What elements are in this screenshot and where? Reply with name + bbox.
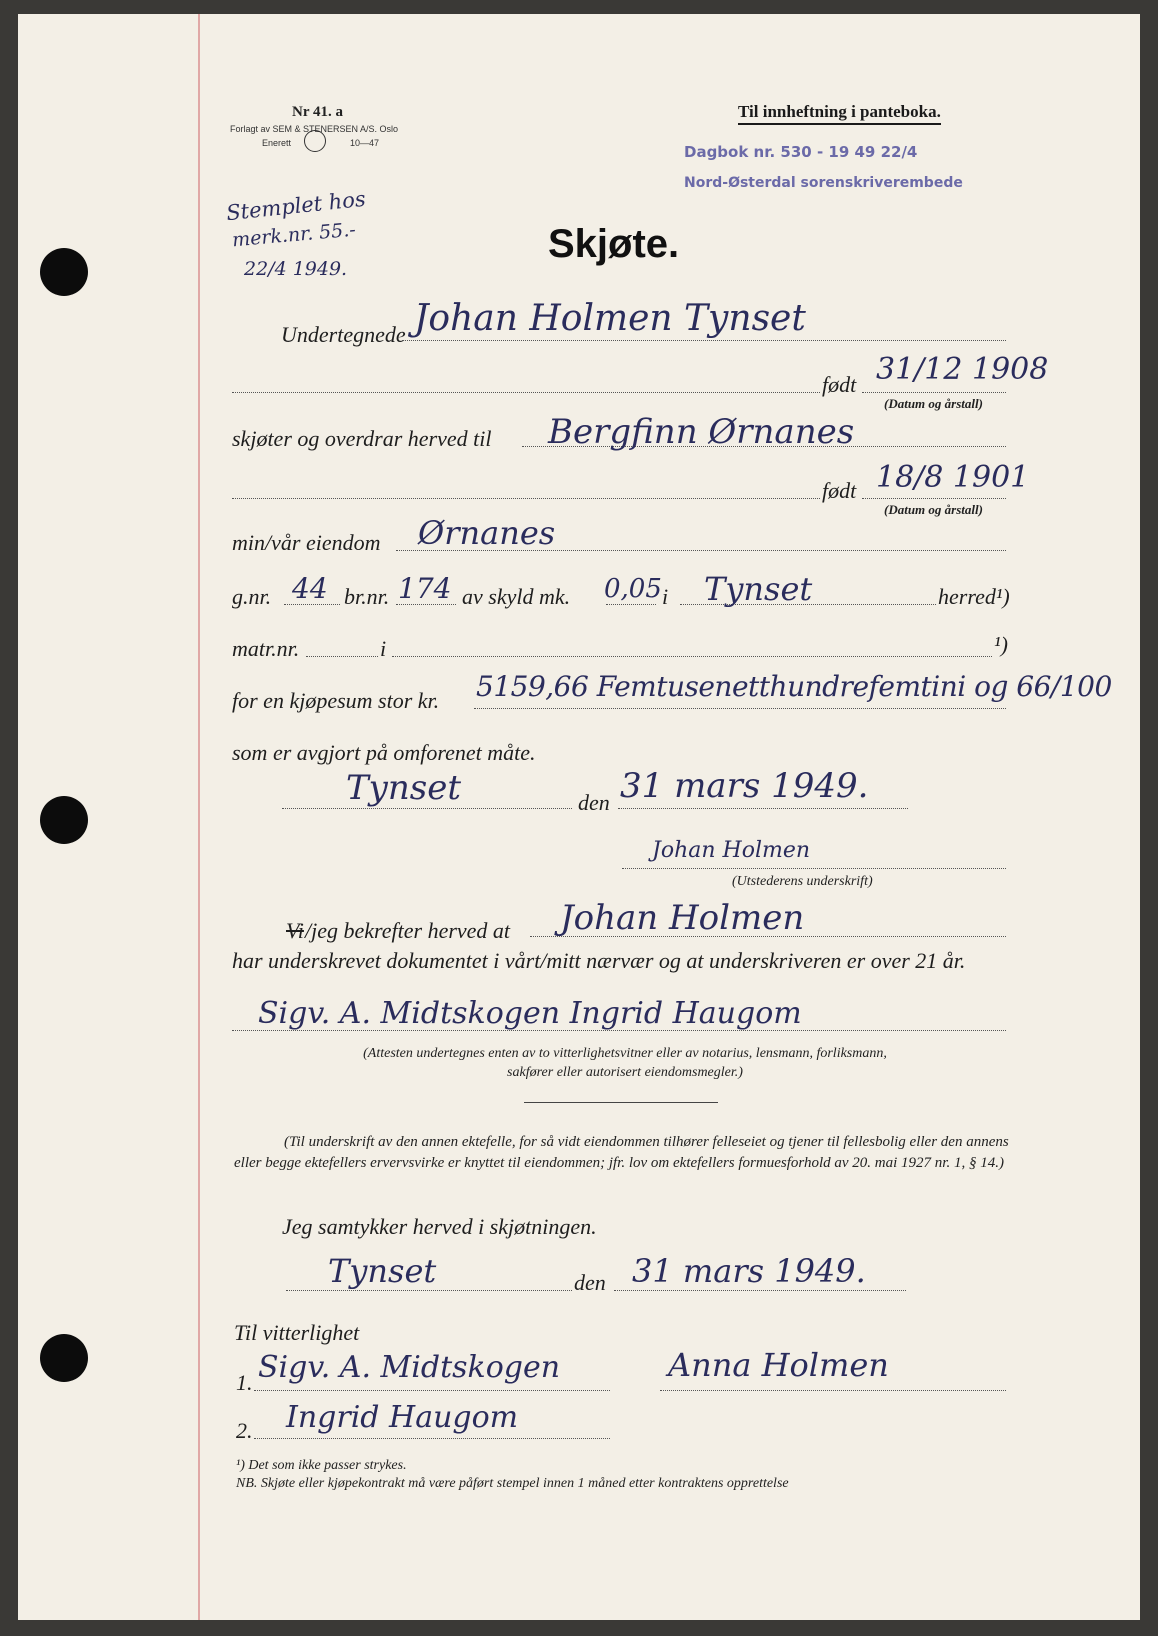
buyer-continuation-line xyxy=(232,498,820,499)
price-line xyxy=(474,708,1006,709)
skyld-label: av skyld mk. xyxy=(462,584,571,609)
issuer-signature: Johan Holmen xyxy=(652,838,811,863)
skyld-value: 0,05 xyxy=(604,574,662,604)
certification-struck: Vi xyxy=(286,918,304,943)
footnote-2: NB. Skjøte eller kjøpekontrakt må være påført stempel innen 1 måned etter kontraktens opprettelse xyxy=(236,1476,789,1491)
seller-born-line xyxy=(862,392,1006,393)
seller-label: Undertegnede xyxy=(281,322,406,347)
consent-den-label: den xyxy=(574,1270,606,1295)
certification-text: har underskrevet dokumentet i vårt/mitt nærvær og at underskriveren er over 21 år. xyxy=(232,948,966,973)
place-line xyxy=(282,808,572,809)
transfer-label: skjøter og overdrar herved til xyxy=(232,426,492,451)
herred-value: Tynset xyxy=(704,570,813,608)
matr-label: matr.nr. xyxy=(232,636,300,661)
brnr-label: br.nr. xyxy=(344,584,390,609)
issuer-signature-line xyxy=(622,868,1006,869)
punch-hole xyxy=(40,1334,88,1382)
matr-i-line xyxy=(392,656,992,657)
separator-rule xyxy=(524,1102,718,1103)
witness-2-number: 2. xyxy=(236,1418,253,1443)
den-label: den xyxy=(578,790,610,815)
registry-stamp-office: Nord-Østerdal sorenskriverembede xyxy=(684,175,963,191)
buyer-born-line xyxy=(862,498,1006,499)
settled-text: som er avgjort på omforenet måte. xyxy=(232,740,536,765)
place: Tynset xyxy=(346,768,462,808)
spouse-signature: Anna Holmen xyxy=(668,1346,889,1384)
seller-born-caption: (Datum og årstall) xyxy=(884,396,983,411)
brnr-value: 174 xyxy=(398,572,452,605)
spouse-note: (Til underskrift av den annen ektefelle, for så vidt eiendommen tilhører felleseiet og tjener til fellesbolig eller den annens eller begge ektefellers ervervsvirke er knyttet til eiendommen; jfr. lov om ektefellers formuesforhold av 20. mai 1927 nr. 1, § 14.) xyxy=(234,1134,1009,1171)
spouse-signature-line xyxy=(660,1390,1006,1391)
consent-date-line xyxy=(614,1290,906,1291)
certification-witnesses: Sigv. A. Midtskogen Ingrid Haugom xyxy=(258,996,802,1031)
witness-1-number: 1. xyxy=(236,1370,253,1395)
seller-continuation-line xyxy=(232,392,820,393)
seller-name: Johan Holmen Tynset xyxy=(414,298,806,339)
matr-footnote-ref: ¹) xyxy=(994,632,1008,657)
witness-1-signature: Sigv. A. Midtskogen xyxy=(258,1350,561,1385)
certification-note: (Attesten undertegnes enten av to vitterlighetsvitner eller av notarius, lensmann, forliksmann, sakfører eller autorisert eiendomsmegler.) xyxy=(363,1046,887,1080)
registry-stamp-number: Dagbok nr. 530 - 19 49 22/4 xyxy=(684,143,918,161)
margin-rule xyxy=(198,14,200,1620)
date-line xyxy=(618,808,908,809)
seller-born-label: født xyxy=(822,372,857,397)
consent-text: Jeg samtykker herved i skjøtningen. xyxy=(282,1214,597,1239)
publisher-logo xyxy=(304,130,326,152)
witness-2-line xyxy=(254,1438,610,1439)
matr-line xyxy=(306,656,378,657)
certification-prefix: /jeg bekrefter herved at xyxy=(305,918,511,943)
skyld-line xyxy=(606,604,656,605)
property-name: Ørnanes xyxy=(418,514,556,552)
form-number: Nr 41. a xyxy=(292,104,343,120)
consent-place-line xyxy=(286,1290,572,1291)
buyer-born-caption: (Datum og årstall) xyxy=(884,502,983,517)
issuer-caption: (Utstederens underskrift) xyxy=(732,874,873,889)
property-label: min/vår eiendom xyxy=(232,530,381,555)
gnr-label: g.nr. xyxy=(232,584,272,609)
buyer-name: Bergfinn Ørnanes xyxy=(548,412,855,452)
publisher: Forlagt av SEM & STENERSEN A/S. Oslo xyxy=(230,124,399,134)
consent-date: 31 mars 1949. xyxy=(632,1252,866,1290)
punch-hole xyxy=(40,248,88,296)
margin-note-line2: merk.nr. 55.- xyxy=(231,218,357,252)
gnr-value: 44 xyxy=(292,572,328,605)
document-title: Skjøte. xyxy=(548,222,680,266)
matr-i-label: i xyxy=(380,636,387,661)
price-amount: 5159,66 Femtusenetthundrefemtini og 66/100 xyxy=(476,670,1112,703)
form-date: 10—47 xyxy=(350,138,380,148)
witness-1-line xyxy=(254,1390,610,1391)
date: 31 mars 1949. xyxy=(620,766,869,806)
price-label: for en kjøpesum stor kr. xyxy=(232,688,440,713)
seller-line xyxy=(402,340,1006,341)
buyer-born-date: 18/8 1901 xyxy=(876,460,1030,495)
herred-label: herred¹) xyxy=(938,584,1010,609)
certified-name: Johan Holmen xyxy=(560,898,805,938)
margin-note-line1: Stemplet hos xyxy=(225,186,367,226)
consent-place: Tynset xyxy=(328,1252,437,1290)
seller-born-date: 31/12 1908 xyxy=(876,352,1049,387)
copyright: Enerett xyxy=(262,138,292,148)
title-right: Til innheftning i panteboka. xyxy=(738,102,941,125)
witness-2-signature: Ingrid Haugom xyxy=(286,1400,519,1435)
footnote-1: ¹) Det som ikke passer strykes. xyxy=(236,1458,407,1473)
punch-hole xyxy=(40,796,88,844)
witness-label: Til vitterlighet xyxy=(234,1320,360,1345)
buyer-born-label: født xyxy=(822,478,857,503)
i-label: i xyxy=(662,584,669,609)
margin-note-line3: 22/4 1949. xyxy=(244,258,348,280)
